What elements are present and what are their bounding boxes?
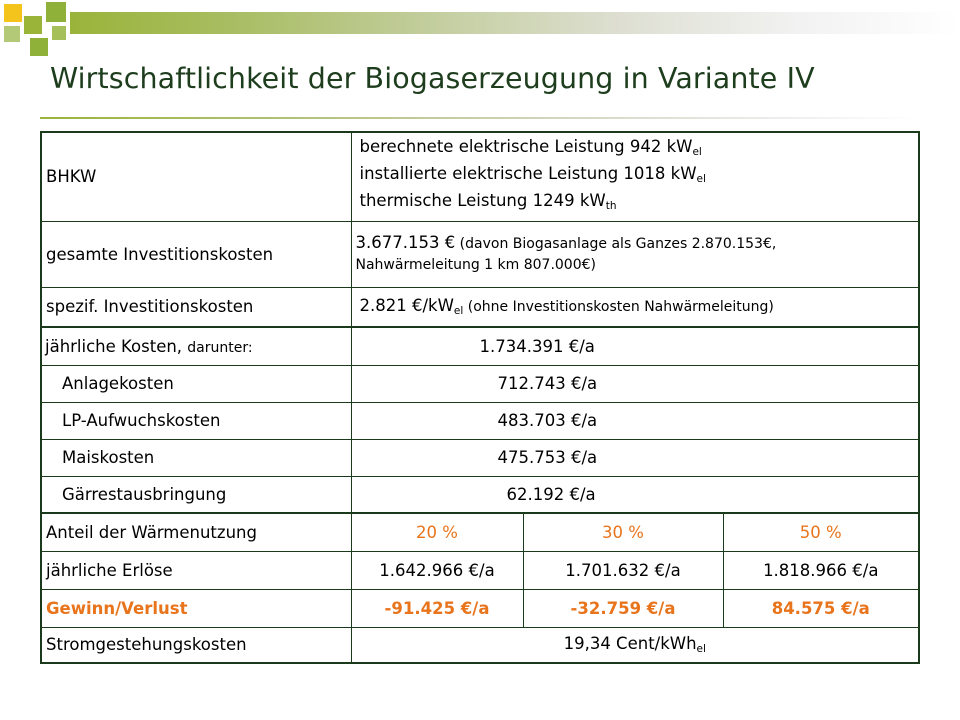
deco-square-green [46, 2, 66, 22]
investment-label: gesamte Investitionskosten [41, 221, 351, 287]
table-row [41, 402, 919, 439]
cost-item-value: 475.753 €/a [351, 439, 919, 476]
cost-item-label: Gärrestausbringung [41, 476, 351, 513]
cost-item-label: LP-Aufwuchskosten [41, 402, 351, 439]
table-row-investment [41, 221, 919, 287]
table-row-annual-costs [41, 327, 919, 365]
cost-item-label: Anlagekosten [41, 365, 351, 402]
profit-label: Gewinn/Verlust [41, 589, 351, 627]
power-cost-label: Stromgestehungskosten [41, 627, 351, 663]
profit-30: -32.759 €/a [523, 589, 723, 627]
revenues-label: jährliche Erlöse [41, 551, 351, 589]
profit-20: -91.425 €/a [351, 589, 523, 627]
specific-investment-value: 2.821 $€/kW_{el}$ (ohne Investitionskosten Nahwärmeleitung) [351, 287, 919, 327]
heat-share-20: 20 % [351, 513, 523, 551]
revenue-30: 1.701.632 €/a [523, 551, 723, 589]
table-row-power-cost [41, 627, 919, 663]
decorative-squares [0, 0, 80, 60]
table-row [41, 365, 919, 402]
investment-line-1: 3.677.153 € (davon Biogasanlage als Ganzes 2.870.153€, [355, 233, 777, 252]
table-row-specific-investment [41, 287, 919, 327]
bhkw-line-3: thermische Leistung 1249 $kW_{th}$ [359, 191, 617, 213]
table-row-profit [41, 589, 919, 627]
cost-item-label: Maiskosten [41, 439, 351, 476]
cost-item-value: 62.192 €/a [351, 476, 919, 513]
table-row [41, 439, 919, 476]
table-row-heat-share [41, 513, 919, 551]
profit-50: 84.575 €/a [723, 589, 919, 627]
cost-item-value: 712.743 €/a [351, 365, 919, 402]
revenue-50: 1.818.966 €/a [723, 551, 919, 589]
cost-item-value: 483.703 €/a [351, 402, 919, 439]
economics-table [40, 131, 920, 664]
deco-square-green [24, 16, 42, 34]
slide-title: Wirtschaftlichkeit der Biogaserzeugung in Variante IV [50, 62, 815, 95]
bhkw-details [351, 132, 919, 221]
deco-square-green [4, 26, 20, 42]
investment-line-2: Nahwärmeleitung 1 km 807.000€) [355, 257, 597, 273]
power-cost-value: 19,34 Cent/kWh$_{el}$ [351, 627, 919, 663]
table-row-revenues [41, 551, 919, 589]
header-gradient-bar [70, 12, 960, 34]
investment-value [351, 221, 919, 287]
title-underline [40, 117, 918, 119]
bhkw-label: BHKW [41, 132, 351, 221]
table-row [41, 476, 919, 513]
annual-costs-total: 1.734.391 €/a [351, 327, 919, 365]
specific-investment-label: spezif. Investitionskosten [41, 287, 351, 327]
table-row-bhkw [41, 132, 919, 221]
revenue-20: 1.642.966 €/a [351, 551, 523, 589]
bhkw-line-2: installierte elektrische Leistung 1018 $kW_{el}$ [359, 164, 706, 186]
heat-share-30: 30 % [523, 513, 723, 551]
deco-square-green [30, 38, 48, 56]
deco-square-yellow [4, 4, 22, 22]
bhkw-line-1: berechnete elektrische Leistung 942 $kW_{el}$ [359, 137, 702, 159]
heat-share-label: Anteil der Wärmenutzung [41, 513, 351, 551]
annual-costs-label: jährliche Kosten, darunter: [41, 327, 351, 365]
heat-share-50: 50 % [723, 513, 919, 551]
deco-square-green [52, 26, 66, 40]
